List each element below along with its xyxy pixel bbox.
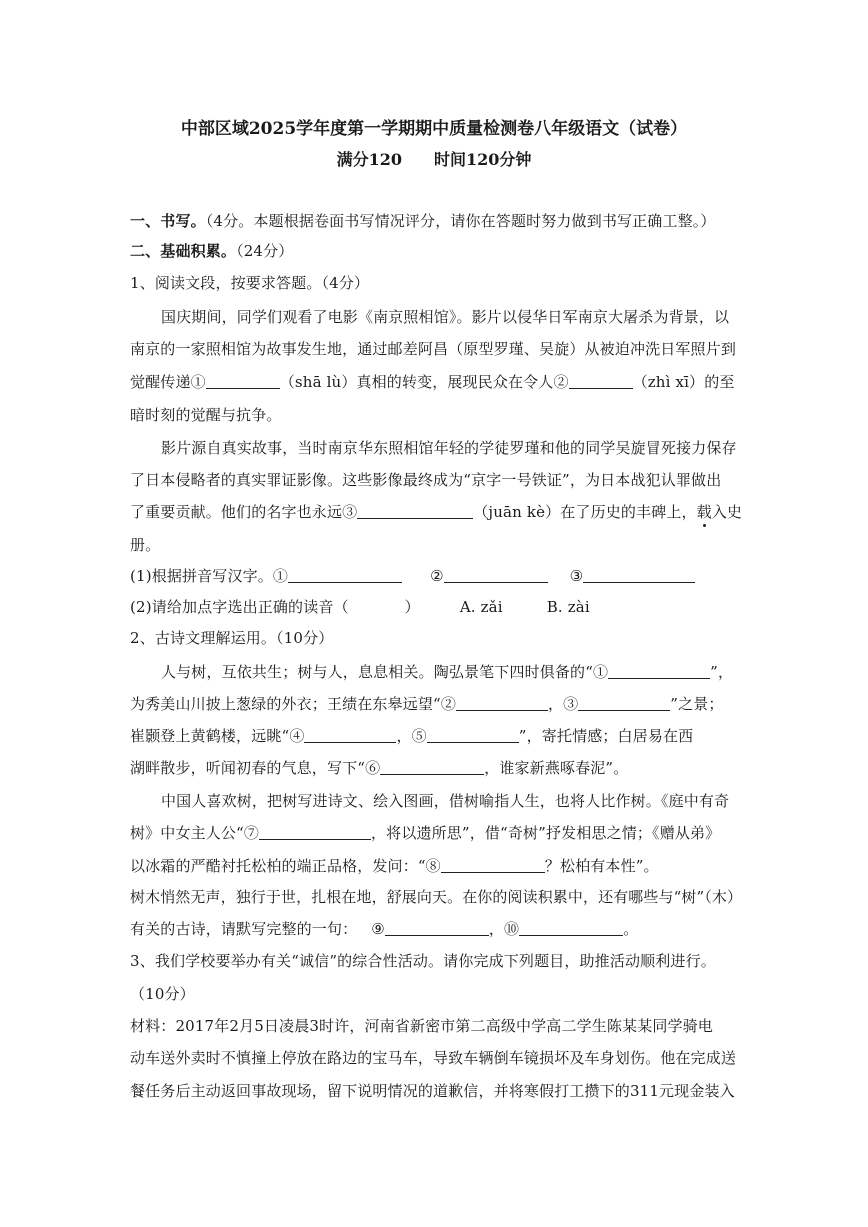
text-span: 了重要贡献。他们的名字也永远③ — [130, 503, 358, 521]
text-span: 树》中女主人公“⑦ — [130, 824, 260, 842]
poem-blank-10[interactable] — [519, 920, 623, 936]
exam-title: 中部区域2025学年度第一学期期中质量检测卷八年级语文（试卷） — [180, 119, 688, 139]
text-span: 觉醒传递① — [130, 373, 206, 391]
answer-blank-2[interactable] — [569, 373, 633, 389]
q3-prompt: 3、我们学校要举办有关“诚信”的综合性活动。请你完成下列题目，助推活动顺利进行。 — [130, 952, 716, 970]
pinyin-answer-3[interactable] — [583, 567, 695, 583]
poem-blank-5[interactable] — [427, 727, 519, 743]
text-span: 湖畔散步，听闻初春的气息，写下“⑥ — [130, 759, 381, 777]
q3-material-line-3: 餐任务后主动返回事故现场，留下说明情况的道歉信，并将寒假打工攒下的311元现金装入 — [130, 1082, 735, 1100]
text-span: （zhì xī）的至 — [632, 373, 735, 391]
q2-line-4 — [130, 758, 628, 778]
q1-paragraph-2-line-3 — [130, 502, 742, 522]
text-span: ”之景； — [670, 695, 724, 713]
section-1-text: （4分。本题根据卷面书写情况评分，请你在答题时努力做到书写正确工整。） — [205, 212, 716, 230]
q1-sub-1 — [130, 566, 695, 586]
text-span: （juān kè）在了历史的丰碑上， — [473, 503, 697, 521]
text-span: 为秀美山川披上葱绿的外衣；王绩在东皋远望“② — [130, 695, 456, 713]
q2-line-9 — [130, 919, 638, 939]
text-span: ，⑤ — [396, 727, 427, 745]
text-span: 人与树，互依共生；树与人，息息相关。陶弘景笔下四时俱备的“① — [161, 663, 609, 681]
text-span: ，③ — [547, 695, 579, 713]
section-1-line — [130, 211, 716, 231]
pinyin-answer-2[interactable] — [444, 567, 548, 583]
q1-paragraph-1-line-2: 南京的一家照相馆为故事发生地，通过邮差阿昌（原型罗瑾、吴旋）从被迫冲洗日军照片到 — [130, 340, 737, 358]
q2-line-8: 树木悄然无声，独行于世，扎根在地，舒展向天。在你的阅读积累中，还有哪些与“树”（木） — [130, 888, 743, 906]
text-span: ） — [404, 598, 420, 616]
text-span: 入史 — [711, 503, 743, 521]
option-b: B. zài — [546, 598, 590, 616]
text-span: 崔颢登上黄鹤楼，远眺“④ — [130, 727, 305, 745]
poem-blank-8[interactable] — [441, 857, 545, 873]
text-span: （shā lù）真相的转变，展现民众在令人② — [279, 373, 569, 391]
option-a: A. zǎi — [459, 598, 503, 616]
section-2-line — [130, 241, 293, 261]
q2-line-5: 中国人喜欢树，把树写进诗文、绘入图画，借树喻指人生，也将人比作树。《庭中有奇 — [161, 792, 730, 810]
q2-prompt: 2、古诗文理解运用。（10分） — [130, 629, 334, 647]
poem-blank-3[interactable] — [578, 695, 670, 711]
text-span: 以冰霜的严酷衬托松柏的端正品格，发问：“⑧ — [130, 857, 441, 875]
poem-blank-1[interactable] — [608, 663, 710, 679]
q1-sub-2 — [130, 597, 590, 617]
q3-material-line-1: 材料：2017年2月5日凌晨3时许，河南省新密市第二高级中学高二学生陈某某同学骑电 — [130, 1017, 713, 1035]
q1-paragraph-2-line-1: 影片源自真实故事，当时南京华东照相馆年轻的学徒罗瑾和他的同学吴旋冒死接力保存 — [161, 439, 737, 457]
text-span: 。 — [623, 920, 639, 938]
text-span: (1)根据拼音写汉字。① — [130, 567, 289, 585]
q2-line-7 — [130, 856, 659, 876]
q2-line-3 — [130, 726, 693, 746]
full-score: 满分120 — [336, 150, 402, 169]
q1-paragraph-2-line-4: 册。 — [130, 536, 161, 554]
text-span: ”，寄托情感；白居易在西 — [518, 727, 694, 745]
q1-paragraph-1-line-3 — [130, 372, 735, 392]
q2-line-2 — [130, 694, 724, 714]
time-limit: 时间120分钟 — [434, 150, 532, 169]
poem-blank-2[interactable] — [456, 695, 548, 711]
q3-material-line-2: 动车送外卖时不慎撞上停放在路边的宝马车，导致车辆倒车镜损坏及车身划伤。他在完成送 — [130, 1049, 737, 1067]
q1-paragraph-2-line-2: 了日本侵略者的真实罪证影像。这些影像最终成为“京字一号铁证”，为日本战犯认罪做出 — [130, 471, 722, 489]
q1-paragraph-1-line-1: 国庆期间，同学们观看了电影《南京照相馆》。影片以侵华日军南京大屠杀为背景，以 — [161, 308, 730, 326]
section-2-heading: 二、基础积累。 — [130, 242, 237, 260]
q1-prompt: 1、阅读文段，按要求答题。（4分） — [130, 274, 370, 292]
poem-blank-6[interactable] — [380, 759, 484, 775]
text-span: ③ — [569, 567, 584, 585]
pinyin-answer-1[interactable] — [288, 567, 402, 583]
answer-blank-3[interactable] — [357, 503, 473, 519]
poem-blank-4[interactable] — [304, 727, 396, 743]
q3-score: （10分） — [130, 985, 195, 1003]
text-span: ⑨ — [371, 920, 385, 938]
poem-blank-7[interactable] — [259, 824, 371, 840]
q2-line-6 — [130, 823, 720, 843]
exam-subtitle — [0, 147, 868, 170]
q2-line-1 — [161, 662, 733, 682]
text-span: ，⑩ — [488, 920, 520, 938]
text-span: ，将以遗所思”，借“奇树”抒发相思之情；《赠从弟》 — [371, 824, 721, 842]
section-1-heading: 一、书写。 — [130, 212, 206, 230]
poem-blank-9[interactable] — [385, 920, 489, 936]
text-span: ，谁家新燕啄春泥”。 — [484, 759, 629, 777]
text-span: ”， — [710, 663, 734, 681]
answer-blank-1[interactable] — [206, 373, 280, 389]
text-span: 有关的古诗，请默写完整的一句： — [130, 920, 358, 938]
text-span: ② — [430, 567, 444, 585]
text-span: ？松柏有本性”。 — [544, 857, 659, 875]
section-2-text: （24分） — [236, 242, 294, 260]
text-span: (2)请给加点字选出正确的读音（ — [130, 598, 349, 616]
q1-paragraph-1-line-4: 暗时刻的觉醒与抗争。 — [130, 406, 282, 424]
dotted-character: 载 — [696, 503, 712, 521]
